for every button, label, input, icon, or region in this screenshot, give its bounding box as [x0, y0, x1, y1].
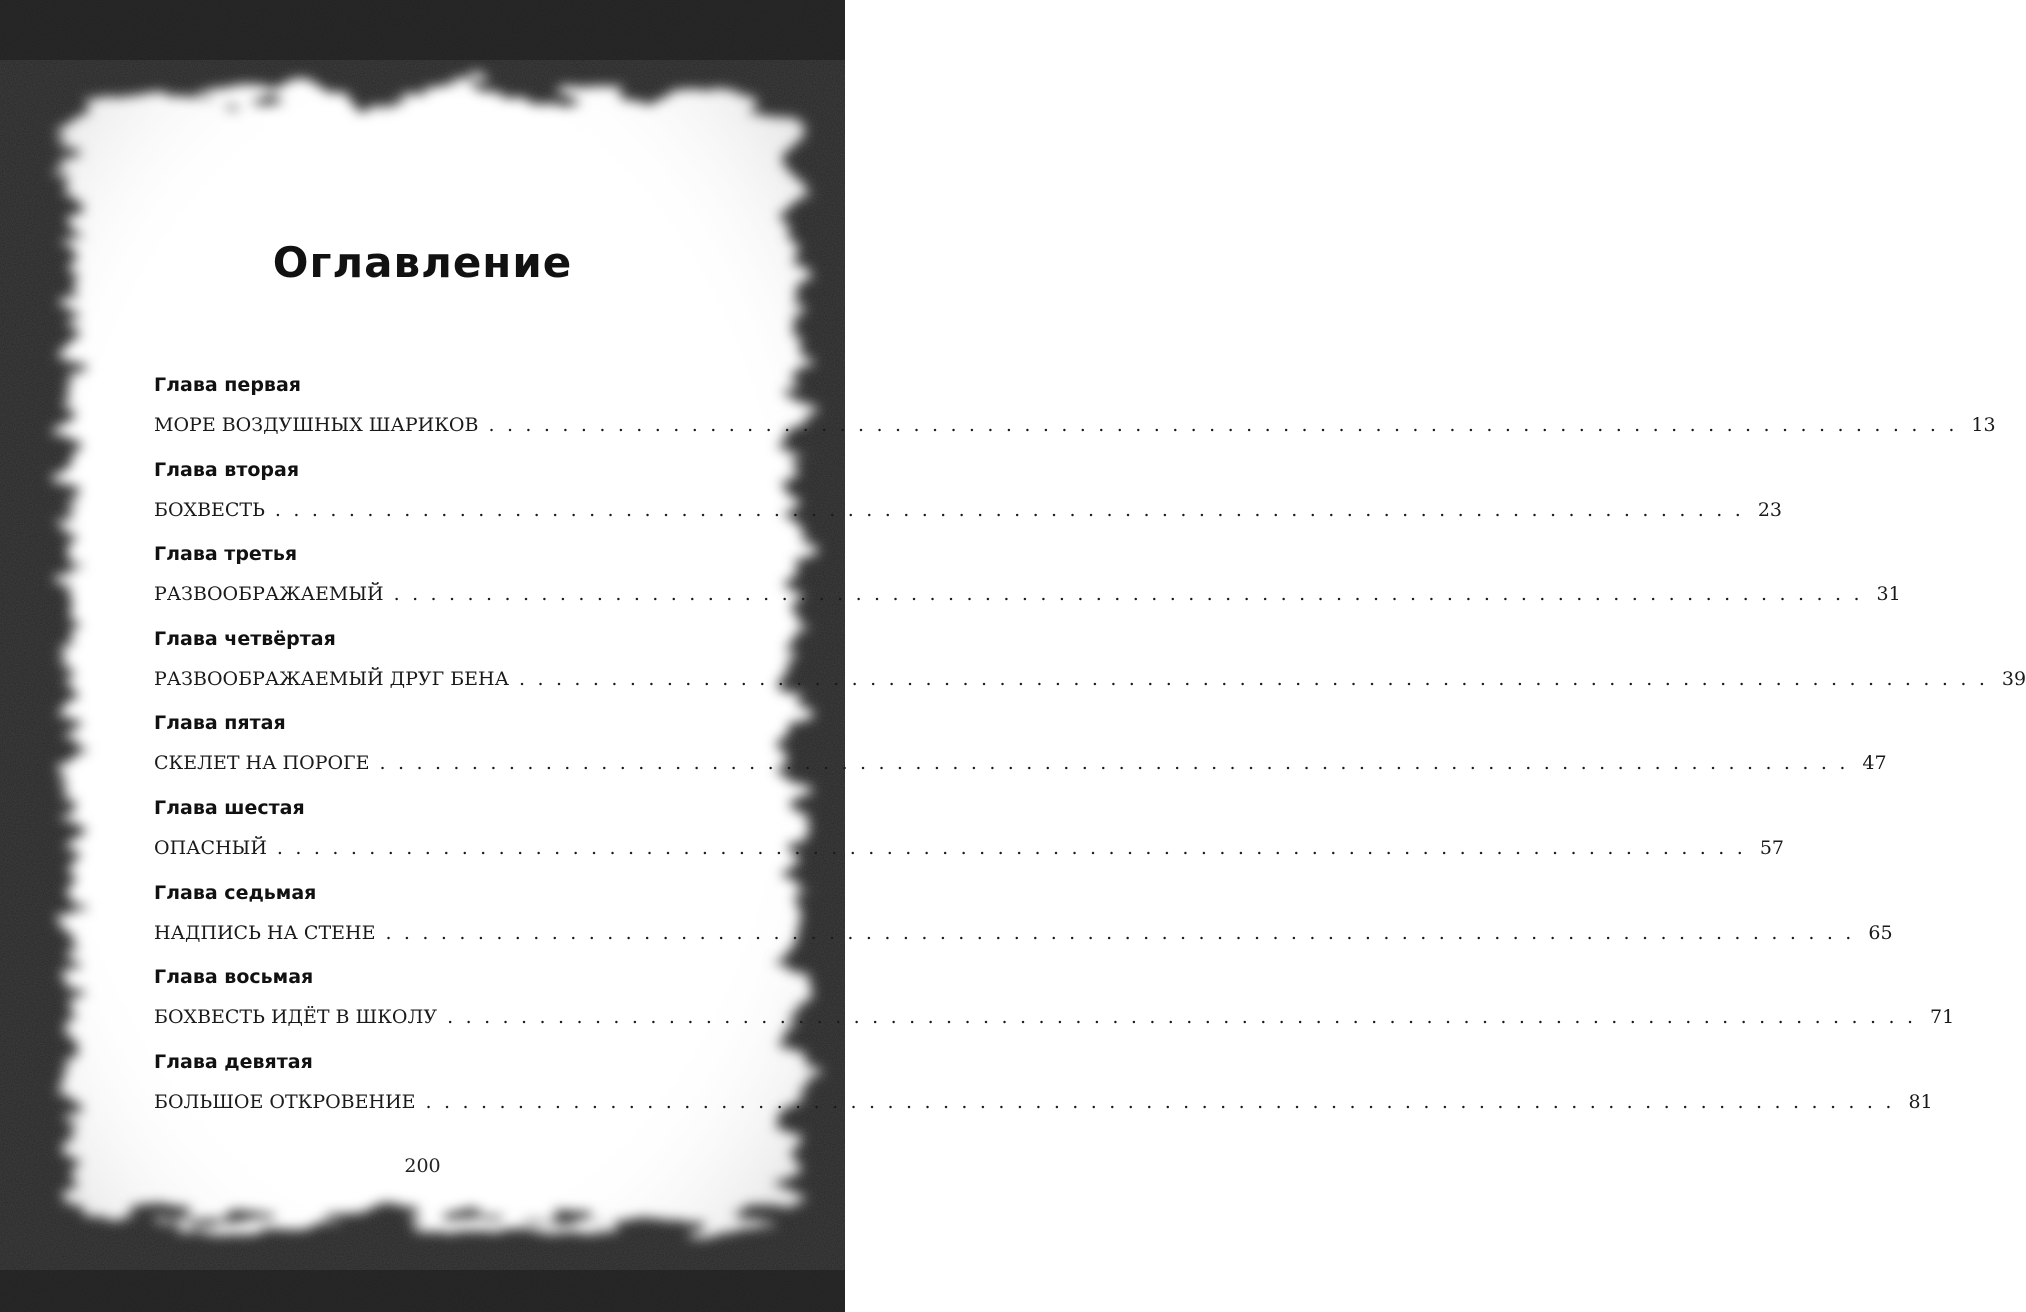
dot-leader: . . . . . . . . . . . . . . . . . . . . . . . . . . . . . . . . . . . . . . . . . . . . . . . . . . . . . . . . . . . . . . . . . . . . . . . . . . . . . . . .: [519, 667, 1989, 690]
page-title: Оглавление: [272, 238, 573, 287]
chapter-label: Глава пятая: [154, 712, 286, 735]
chapter-title: БОХВЕСТЬ ИДЁТ В ШКОЛУ: [154, 1006, 438, 1029]
chapter-page-number: 71: [1930, 1006, 1955, 1029]
dot-leader: . . . . . . . . . . . . . . . . . . . . . . . . . . . . . . . . . . . . . . . . . . . . . . . . . . . . . . . . . . . . . . . . . . . . . . . . . . . . . . . .: [425, 1090, 1895, 1113]
chapter-title: ОПАСНЫЙ: [154, 836, 267, 859]
chapter-title: РАЗВООБРАЖАЕМЫЙ ДРУГ БЕНА: [154, 667, 509, 690]
toc-line: [154, 1004, 1955, 1030]
chapter-page-number: 13: [1971, 414, 1996, 436]
dot-leader: . . . . . . . . . . . . . . . . . . . . . . . . . . . . . . . . . . . . . . . . . . . . . . . . . . . . . . . . . . . . . . . . . . . . . . . . . . . . . . . .: [393, 583, 1863, 606]
toc-entry: [154, 372, 1996, 457]
dot-leader: . . . . . . . . . . . . . . . . . . . . . . . . . . . . . . . . . . . . . . . . . . . . . . . . . . . . . . . . . . . . . . . . . . . . . . . . . . . . . . . .: [447, 1006, 1917, 1029]
toc-entry: [154, 795, 1784, 880]
chapter-page-number: 47: [1862, 752, 1887, 775]
chapter-label: Глава четвёртая: [154, 627, 336, 650]
chapter-title: РАЗВООБРАЖАЕМЫЙ: [154, 583, 384, 606]
dot-leader: . . . . . . . . . . . . . . . . . . . . . . . . . . . . . . . . . . . . . . . . . . . . . . . . . . . . . . . . . . . . . . . . . . . . . . . . . . . . . . . .: [385, 921, 1855, 944]
chapter-title: БОХВЕСТЬ: [154, 498, 265, 521]
chapter-page-number: 65: [1868, 921, 1893, 944]
toc-entry: [154, 964, 1955, 1049]
chapter-label: Глава шестая: [154, 796, 305, 819]
toc-line: [154, 497, 1783, 523]
toc-line: [154, 581, 1901, 607]
toc-entry: [154, 880, 1893, 965]
toc-entry: [154, 710, 1887, 795]
toc-line: [154, 920, 1893, 946]
chapter-page-number: 31: [1876, 583, 1901, 606]
chapter-page-number: 57: [1759, 836, 1784, 859]
chapter-title: МОРЕ ВОЗДУШНЫХ ШАРИКОВ: [154, 414, 479, 436]
chapter-label: Глава вторая: [154, 458, 300, 481]
chapter-label: Глава третья: [154, 543, 298, 566]
toc-line: [154, 412, 1996, 438]
toc-line: [154, 666, 2026, 692]
page-number: 200: [404, 1155, 441, 1177]
chapter-page-number: 81: [1908, 1090, 1933, 1113]
dot-leader: . . . . . . . . . . . . . . . . . . . . . . . . . . . . . . . . . . . . . . . . . . . . . . . . . . . . . . . . . . . . . . . . . . . . . . . . . . . . . . . .: [276, 836, 1746, 859]
chapter-label: Глава седьмая: [154, 881, 317, 904]
table-of-contents: [154, 372, 2026, 1133]
toc-line: [154, 1089, 1933, 1115]
toc-entry: [154, 541, 1901, 626]
dot-leader: . . . . . . . . . . . . . . . . . . . . . . . . . . . . . . . . . . . . . . . . . . . . . . . . . . . . . . . . . . . . . . . . . . . . . . . . . . . . . . . .: [274, 498, 1745, 521]
chapter-title: СКЕЛЕТ НА ПОРОГЕ: [154, 752, 370, 775]
chapter-page-number: 23: [1757, 498, 1783, 521]
dot-leader: . . . . . . . . . . . . . . . . . . . . . . . . . . . . . . . . . . . . . . . . . . . . . . . . . . . . . . . . . . . . . . . . . . . . . . . . . . . . . . . .: [379, 752, 1849, 775]
toc-line: [154, 835, 1784, 861]
toc-entry: [154, 457, 1783, 542]
chapter-title: НАДПИСЬ НА СТЕНЕ: [154, 921, 376, 944]
chapter-page-number: 39: [2001, 667, 2026, 690]
toc-entry: [154, 626, 2026, 711]
dot-leader: . . . . . . . . . . . . . . . . . . . . . . . . . . . . . . . . . . . . . . . . . . . . . . . . . . . . . . . . . . . . . . . . . . . . . . . . . . . . . . . .: [488, 414, 1958, 436]
chapter-label: Глава девятая: [154, 1050, 313, 1073]
toc-line: [154, 750, 1887, 776]
chapter-title: БОЛЬШОЕ ОТКРОВЕНИЕ: [154, 1090, 416, 1113]
chapter-label: Глава первая: [154, 374, 301, 396]
toc-entry: [154, 1049, 1933, 1134]
chapter-label: Глава восьмая: [154, 966, 314, 989]
